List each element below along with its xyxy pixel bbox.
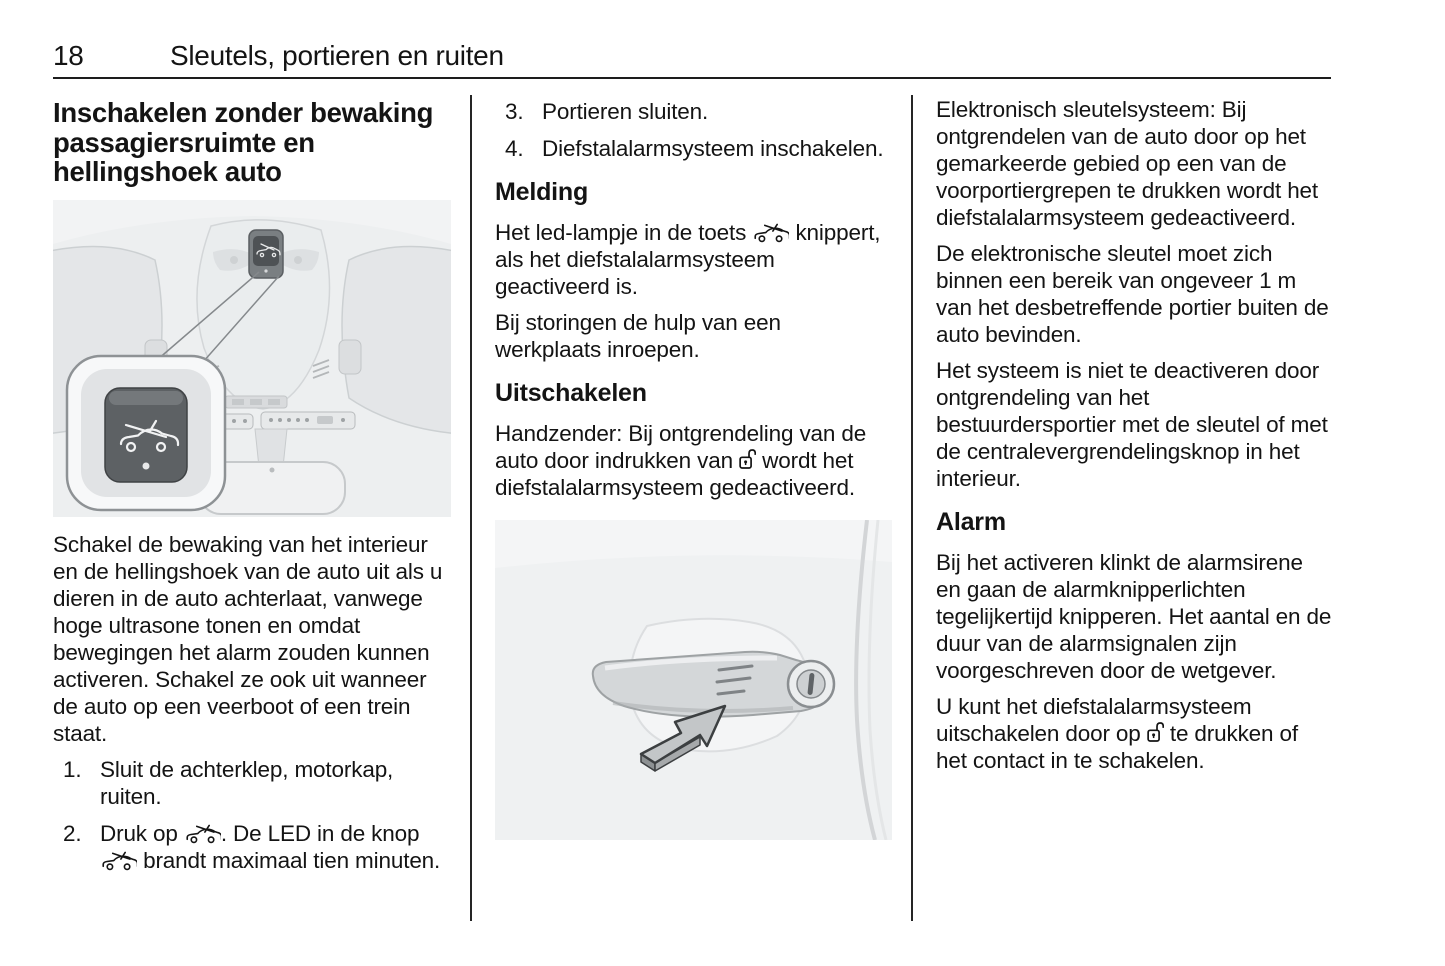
text-segment: Het led-lampje in de toets: [495, 220, 753, 245]
subsection-heading-uitschakelen: Uitschakelen: [495, 379, 647, 407]
column-divider-2: [911, 95, 913, 921]
interior-monitoring-car-icon: [100, 851, 137, 872]
column-divider-1: [470, 95, 472, 921]
interior-monitoring-car-icon: [184, 824, 221, 845]
column-2: [495, 96, 892, 840]
interior-monitoring-car-icon: [752, 223, 789, 244]
paragraph: De elektronische sleutel moet zich binnen een bereik van ongeveer 1 m van het desbetreffende portier buiten de auto bevinden.: [936, 241, 1329, 347]
text-segment: brandt maximaal tien minuten.: [137, 847, 441, 873]
paragraph: [936, 693, 1332, 774]
list-item-text: Sluit de achterklep, motorkap, ruiten.: [100, 756, 394, 809]
paragraph: Het systeem is niet te deactiveren door ontgrendeling van het bestuurdersportier met de sleutel of met de centralevergrendelingsknop in het interieur.: [936, 358, 1328, 491]
instruction-list-continued: [495, 98, 892, 162]
unlock-icon: [1147, 720, 1164, 744]
list-item-text: Diefstalalarmsysteem inschakelen.: [542, 136, 884, 161]
list-number: 3.: [505, 99, 524, 124]
list-item-3: [495, 98, 892, 125]
text-segment: wordt het diefstalalarmsysteem gedeactiveerd.: [495, 448, 855, 500]
list-item-text: Portieren sluiten.: [542, 99, 709, 124]
instruction-list: [53, 756, 451, 874]
header-rule: [53, 77, 1331, 79]
page-number: 18: [53, 40, 84, 71]
list-item-2: [53, 820, 451, 874]
text-segment: te drukken of het contact in te schakelen.: [936, 721, 1298, 773]
text-segment: Druk op: [100, 820, 184, 846]
list-number: 2.: [63, 820, 82, 846]
text-segment: Handzender: Bij ontgrendeling van de auto door indrukken van: [495, 421, 867, 473]
text-segment: . De LED in de knop: [220, 820, 420, 846]
paragraph: [495, 420, 892, 501]
section-heading: Inschakelen zonder bewaking passagiersruimte en hellingshoek auto: [53, 97, 434, 187]
list-item-1: [53, 756, 451, 810]
list-item-4: [495, 135, 892, 162]
unlock-icon: [739, 447, 756, 471]
paragraph: [495, 219, 892, 300]
paragraph: Schakel de bewaking van het interieur en de hellingshoek van de auto uit als u dieren in de auto achterlaat, vanwege hoge ultrasone tonen en omdat bewegingen het alarm zouden kunnen activeren. Schakel ze ook uit wanneer de auto op een veerboot of een trein staat.: [53, 531, 443, 746]
subsection-heading-alarm: Alarm: [936, 508, 1006, 536]
column-3: [936, 96, 1332, 783]
subsection-heading-melding: Melding: [495, 178, 589, 206]
overhead-console-figure: [53, 200, 451, 517]
paragraph: Elektronisch sleutelsysteem: Bij ontgrendelen van de auto door op het gemarkeerde gebied op een van de voorportiergrepen te drukken wordt het diefstalalarmsysteem gedeactiveerd.: [936, 97, 1319, 230]
column-1: [53, 96, 451, 884]
list-number: 1.: [63, 756, 82, 782]
paragraph: Bij storingen de hulp van een werkplaats inroepen.: [495, 310, 781, 362]
paragraph: Bij het activeren klinkt de alarmsirene en gaan de alarmknipperlichten tegelijkertijd knipperen. Het aantal en de duur van de alarmsignalen zijn voorgeschreven door de wetgever.: [936, 550, 1332, 683]
text-segment: U kunt het diefstalalarmsysteem uitschakelen door op: [936, 694, 1252, 746]
list-item-text: [100, 820, 451, 874]
text-segment: knippert, als het diefstalalarmsysteem geactiveerd is.: [495, 220, 881, 299]
door-handle-figure: [495, 520, 892, 840]
chapter-title: Sleutels, portieren en ruiten: [170, 40, 504, 71]
list-number: 4.: [505, 136, 524, 161]
